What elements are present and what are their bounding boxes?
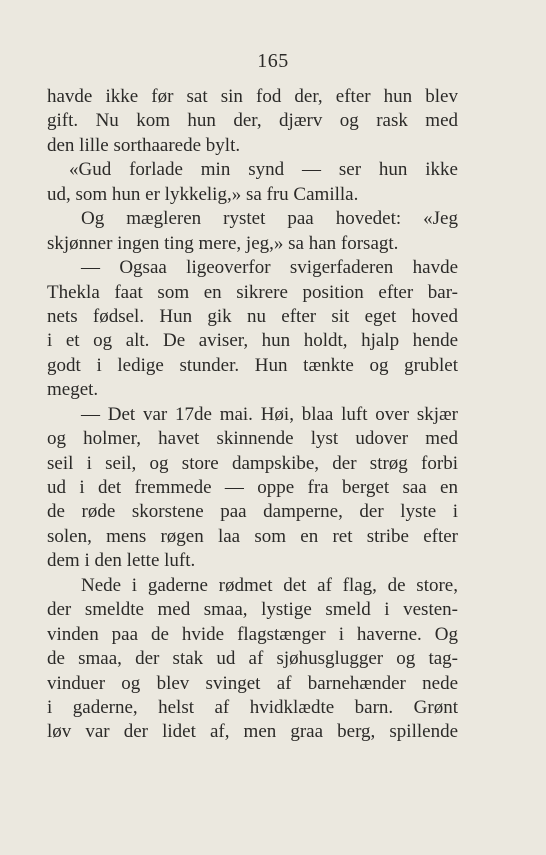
text-line: den lille sorthaarede bylt. <box>47 134 241 156</box>
body-text <box>47 85 458 745</box>
text-line: i et og alt. De aviser, hun holdt, hjalp hende <box>47 330 458 352</box>
text-line: ud i det fremmede — oppe fra berget saa en <box>47 477 458 498</box>
text-line: og holmer, havet skinnende lyst udover med <box>47 428 458 450</box>
text-line: dem i den lette luft. <box>47 550 196 572</box>
text-line: nets fødsel. Hun gik nu efter sit eget hoved <box>47 305 458 327</box>
text-line: havde ikke før sat sin fod der, efter hun blev <box>47 86 458 107</box>
text-line: ud, som hun er lykkelig,» sa fru Camilla. <box>47 183 359 205</box>
text-line: vinden paa de hvide flagstænger i haverne. Og <box>47 623 458 645</box>
text-line: meget. <box>47 379 99 401</box>
text-line: Thekla faat som en sikrere position efter bar- <box>47 281 458 303</box>
text-line: Nede i gaderne rødmet det af flag, de store, <box>81 574 458 596</box>
text-line: gift. Nu kom hun der, djærv og rask med <box>47 110 458 132</box>
text-line: der smeldte med smaa, lystige smeld i vesten- <box>47 599 458 621</box>
text-line: «Gud forlade min synd — ser hun ikke <box>69 159 458 181</box>
text-line: — Det var 17de mai. Høi, blaa luft over skjær <box>81 403 458 425</box>
text-line: løv var der lidet af, men graa berg, spillende <box>47 721 458 743</box>
text-line: Og mægleren rystet paa hovedet: «Jeg <box>81 208 458 230</box>
text-line: godt i ledige stunder. Hun tænkte og grublet <box>47 354 458 376</box>
text-line: vinduer og blev svinget af barnehænder nede <box>47 672 458 694</box>
text-line: solen, mens røgen laa som en ret stribe efter <box>47 525 458 547</box>
text-line: de smaa, der stak ud af sjøhusglugger og tag- <box>47 648 458 670</box>
text-line: de røde skorstene paa damperne, der lyste i <box>47 501 458 523</box>
text-line: i gaderne, helst af hvidklædte barn. Grønt <box>47 696 458 718</box>
text-line: skjønner ingen ting mere, jeg,» sa han forsagt. <box>47 232 399 254</box>
text-line: — Ogsaa ligeoverfor svigerfaderen havde <box>81 257 458 279</box>
page-number: 165 <box>257 50 289 72</box>
text-line: seil i seil, og store dampskibe, der strøg forbi <box>47 452 458 474</box>
